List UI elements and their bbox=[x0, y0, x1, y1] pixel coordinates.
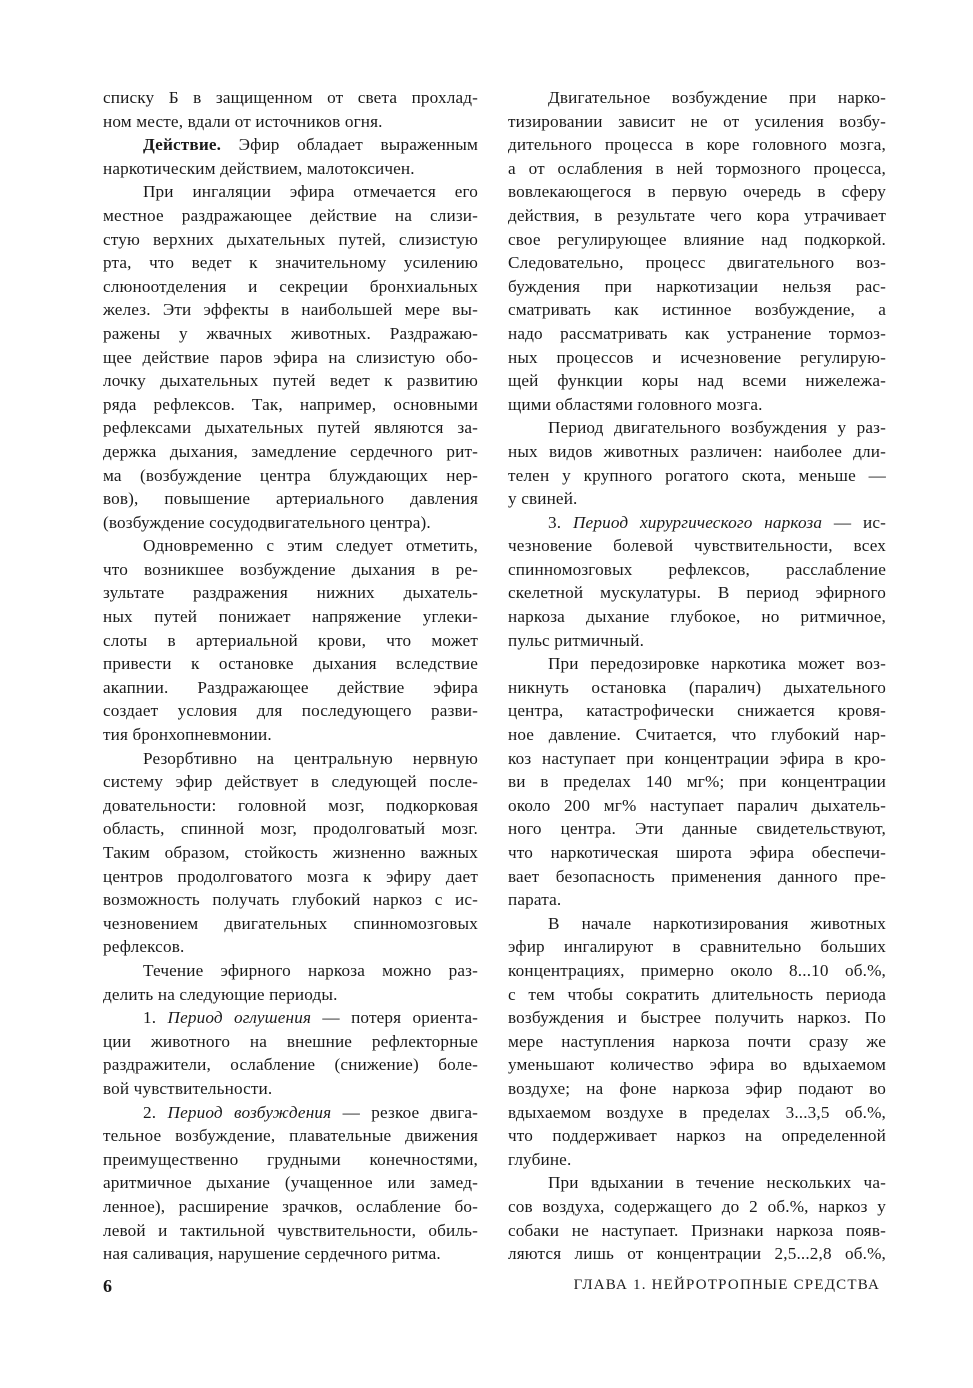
text-line: коз наступает при концентрации эфира в кро- bbox=[508, 748, 886, 768]
text-line: раздражители, ослабление (снижение) боле- bbox=[103, 1055, 478, 1075]
text-line: делить на следующие периоды. bbox=[103, 984, 338, 1004]
text-line: При передозировке наркотика может воз- bbox=[548, 654, 886, 674]
text-line: Следовательно, процесс двигательного воз- bbox=[508, 253, 886, 273]
text-line: ви в пределах 140 мг%; при концентрации bbox=[508, 772, 886, 792]
text-line: рефлексами дыхательных путей являются за- bbox=[103, 418, 478, 438]
text-line: систему эфир действует в следующей после- bbox=[103, 772, 478, 792]
paragraph bbox=[103, 534, 478, 746]
text-line: рефлексов. bbox=[103, 937, 185, 957]
text-line: тизировании зависит не от усиления возбу- bbox=[508, 111, 886, 131]
bold-run-in-heading: Действие. bbox=[143, 135, 222, 155]
text-line: ная саливация, нарушение сердечного ритма. bbox=[103, 1244, 441, 1264]
text-line: списку Б в защищенном от света прохлад- bbox=[103, 88, 478, 107]
text-line: ма (возбуждение центра блуждающих нер- bbox=[103, 465, 478, 485]
text-line: акапнии. Раздражающее действие эфира bbox=[103, 677, 478, 697]
text-line: Резорбтивно на центральную нервную bbox=[143, 748, 478, 768]
text-line: рта, что ведет к значительному усилению bbox=[103, 253, 478, 273]
text-line: вов), повышение артериального давления bbox=[103, 489, 478, 509]
text-line: слоты в артериальной крови, что может bbox=[103, 630, 478, 650]
text-line: слюноотделения и секреции бронхиальных bbox=[103, 276, 478, 296]
text-segment: 2. bbox=[143, 1102, 168, 1122]
text-line: преимущественно грудными конечностями, bbox=[103, 1149, 478, 1169]
text-line: ного центра. Эти данные свидетельствуют, bbox=[508, 819, 886, 839]
right-column bbox=[508, 86, 886, 1266]
paragraph bbox=[103, 747, 478, 959]
text-line: собаки не наступает. Признаки наркоза появ- bbox=[508, 1220, 886, 1240]
text-segment: — ис- bbox=[822, 512, 887, 532]
paragraph bbox=[508, 652, 886, 912]
text-line: зультате раздражения нижних дыхатель- bbox=[103, 583, 478, 603]
paragraph bbox=[103, 86, 478, 133]
text-line: Одновременно с этим следует отметить, bbox=[143, 536, 478, 556]
text-line: пульс ритмичный. bbox=[508, 630, 645, 650]
text-line: местное раздражающее действие на слизи- bbox=[103, 205, 478, 225]
text-line: надо рассматривать как устранение тормоз- bbox=[508, 323, 886, 343]
text-line: аритмичное дыхание (учащенное или замед- bbox=[103, 1173, 478, 1193]
text-line: а от ослабления в ней тормозного процесса, bbox=[508, 158, 886, 178]
text-line: ряда рефлексов. Так, например, основными bbox=[103, 394, 478, 414]
text-line: что поддерживает наркоз на определенной bbox=[508, 1126, 886, 1146]
text-line: стую верхних дыхательных путей, слизистую bbox=[103, 229, 478, 249]
text-line: дительного процесса в коре головного мозга, bbox=[508, 135, 886, 155]
text-line: лочку дыхательных путей ведет к развитию bbox=[103, 371, 478, 391]
text-line: Таким образом, стойкость жизненно важных bbox=[103, 843, 478, 862]
text-line: чезновение болевой чувствительности, всех bbox=[508, 536, 886, 556]
text-line: скелетной мускулатуры. В период эфирного bbox=[508, 583, 886, 603]
text-line: Двигательное возбуждение при нарко- bbox=[548, 88, 886, 107]
text-line: чезновением двигательных спинномозговых bbox=[103, 913, 478, 933]
text-line: тия бронхопневмонии. bbox=[103, 725, 272, 745]
text-line bbox=[103, 1101, 478, 1125]
text-line: вовлекающегося в первую очередь в сферу bbox=[508, 182, 886, 202]
text-line: центров продолговатого мозга к эфиру дает bbox=[103, 866, 478, 886]
text-line: сов воздуха, содержащего до 2 об.%, наркоз у bbox=[508, 1196, 886, 1216]
text-segment: — потеря ориента- bbox=[311, 1008, 479, 1028]
text-line: возбуждения и быстрее получить наркоз. По bbox=[508, 1008, 886, 1028]
text-line: область, спинной мозг, продолговатый мозг. bbox=[103, 819, 478, 839]
text-line: привести к остановке дыхания вследствие bbox=[103, 654, 478, 674]
text-line: вдыхаемом воздухе в пределах 3...3,5 об.%, bbox=[508, 1102, 886, 1122]
page-number: 6 bbox=[103, 1276, 112, 1296]
text-line: уменьшают количество эфира во вдыхаемом bbox=[508, 1055, 886, 1075]
text-line: свое регулирующее влияние над подкоркой. bbox=[508, 229, 886, 249]
text-line: держка дыхания, замедление сердечного рит- bbox=[103, 441, 478, 461]
paragraph bbox=[508, 86, 886, 416]
text-line: с тем чтобы сократить длительность периода bbox=[508, 984, 886, 1004]
text-line: щими областями головного мозга. bbox=[508, 394, 763, 414]
text-line: сматривать как истинное возбуждение, а bbox=[508, 300, 886, 320]
text-line: спинномозговых рефлексов, расслабление bbox=[508, 559, 886, 579]
text-line: наркоза дыхание глубокое, но ритмичное, bbox=[508, 607, 886, 627]
text-line: вает безопасность применения данного пре- bbox=[508, 866, 886, 886]
text-line: что наркотическая широта эфира обеспечи- bbox=[508, 843, 886, 862]
paragraph bbox=[508, 912, 886, 1172]
running-head: ГЛАВА 1. НЕЙРОТРОПНЫЕ СРЕДСТВА bbox=[573, 1277, 880, 1293]
text-line: Течение эфирного наркоза можно раз- bbox=[143, 960, 478, 980]
text-line: (возбуждение сосудодвигательного центра). bbox=[103, 512, 431, 532]
text-line: ции животного на внешние рефлекторные bbox=[103, 1031, 478, 1051]
text-line: ном месте, вдали от источников огня. bbox=[103, 111, 383, 131]
text-line: Период двигательного возбуждения у раз- bbox=[548, 418, 886, 438]
text-line: ных процессов и исчезновение регулирую- bbox=[508, 347, 886, 367]
paragraph bbox=[103, 959, 478, 1006]
text-line: При ингаляции эфира отмечается его bbox=[143, 182, 478, 202]
text-line: желез. Эти эффекты в наибольшей мере вы- bbox=[103, 300, 478, 320]
italic-term: Период оглушения bbox=[167, 1008, 312, 1028]
text-line: ное давление. Считается, что глубокий нар- bbox=[508, 725, 886, 745]
paragraph bbox=[103, 133, 478, 180]
text-line: левой и тактильной чувствительности, обиль- bbox=[103, 1220, 478, 1240]
text-line: действия, в результате чего кора утрачивает bbox=[508, 205, 886, 225]
text-line: ных путей понижает напряжение углеки- bbox=[103, 607, 478, 627]
text-line bbox=[103, 133, 478, 157]
text-line: тельное возбуждение, плавательные движения bbox=[103, 1126, 478, 1146]
text-line: наркотическим действием, малотоксичен. bbox=[103, 158, 415, 178]
text-line: В начале наркотизирования животных bbox=[548, 913, 886, 933]
text-line: концентрациях, примерно около 8...10 об.%, bbox=[508, 960, 886, 980]
text-line: центра, катастрофически снижается кровя- bbox=[508, 701, 886, 721]
text-line: что возникшее возбуждение дыхания в ре- bbox=[103, 559, 478, 579]
text-line bbox=[508, 511, 886, 535]
text-line: глубине. bbox=[508, 1149, 572, 1169]
paragraph bbox=[508, 1171, 886, 1265]
text-segment: — резкое двига- bbox=[331, 1102, 478, 1122]
text-line: ражены у жвачных животных. Раздражаю- bbox=[103, 323, 478, 343]
text-line: воздухе; на фоне наркоза эфир подают во bbox=[508, 1078, 886, 1098]
text-line: буждения при наркотизации нельзя рас- bbox=[508, 276, 886, 296]
text-line: около 200 мг% наступает паралич дыхатель- bbox=[508, 795, 886, 815]
text-line: эфир ингалируют в сравнительно больших bbox=[508, 937, 886, 957]
text-line: никнуть остановка (паралич) дыхательного bbox=[508, 677, 886, 697]
italic-term: Период хирургического наркоза bbox=[572, 512, 823, 532]
text-line: щее действие паров эфира на слизистую обо- bbox=[103, 347, 478, 367]
text-line: у свиней. bbox=[508, 489, 578, 509]
text-line: ляются лишь от концентрации 2,5...2,8 об.%, bbox=[508, 1244, 886, 1264]
text-line: довательности: головной мозг, подкорковая bbox=[103, 795, 478, 815]
paragraph bbox=[103, 1101, 478, 1266]
paragraph bbox=[103, 1006, 478, 1100]
text-line: При вдыхании в течение нескольких ча- bbox=[548, 1173, 886, 1193]
text-segment: 3. bbox=[548, 512, 573, 532]
text-line: ленное), расширение зрачков, ослабление бо- bbox=[103, 1196, 478, 1216]
paragraph bbox=[508, 511, 886, 653]
text-line bbox=[103, 1006, 478, 1030]
text-segment: 1. bbox=[143, 1008, 168, 1028]
text-line: возможность получать глубокий наркоз с ис- bbox=[103, 890, 478, 910]
text-line: мере наступления наркоза почти сразу же bbox=[508, 1031, 886, 1051]
left-column bbox=[103, 86, 478, 1266]
text-line: телен у крупного рогатого скота, меньше — bbox=[508, 465, 886, 485]
text-line: создает условия для последующего разви- bbox=[103, 701, 478, 721]
text-line: щей функции коры над всеми нижележа- bbox=[508, 371, 886, 391]
text-line: вой чувствительности. bbox=[103, 1078, 273, 1098]
text-line: парата. bbox=[508, 890, 562, 910]
paragraph bbox=[508, 416, 886, 510]
italic-term: Период возбуждения bbox=[167, 1102, 332, 1122]
text-segment: Эфир обладает выраженным bbox=[221, 135, 478, 155]
text-line: ных видов животных различен: наиболее дли- bbox=[508, 441, 886, 461]
paragraph bbox=[103, 180, 478, 534]
